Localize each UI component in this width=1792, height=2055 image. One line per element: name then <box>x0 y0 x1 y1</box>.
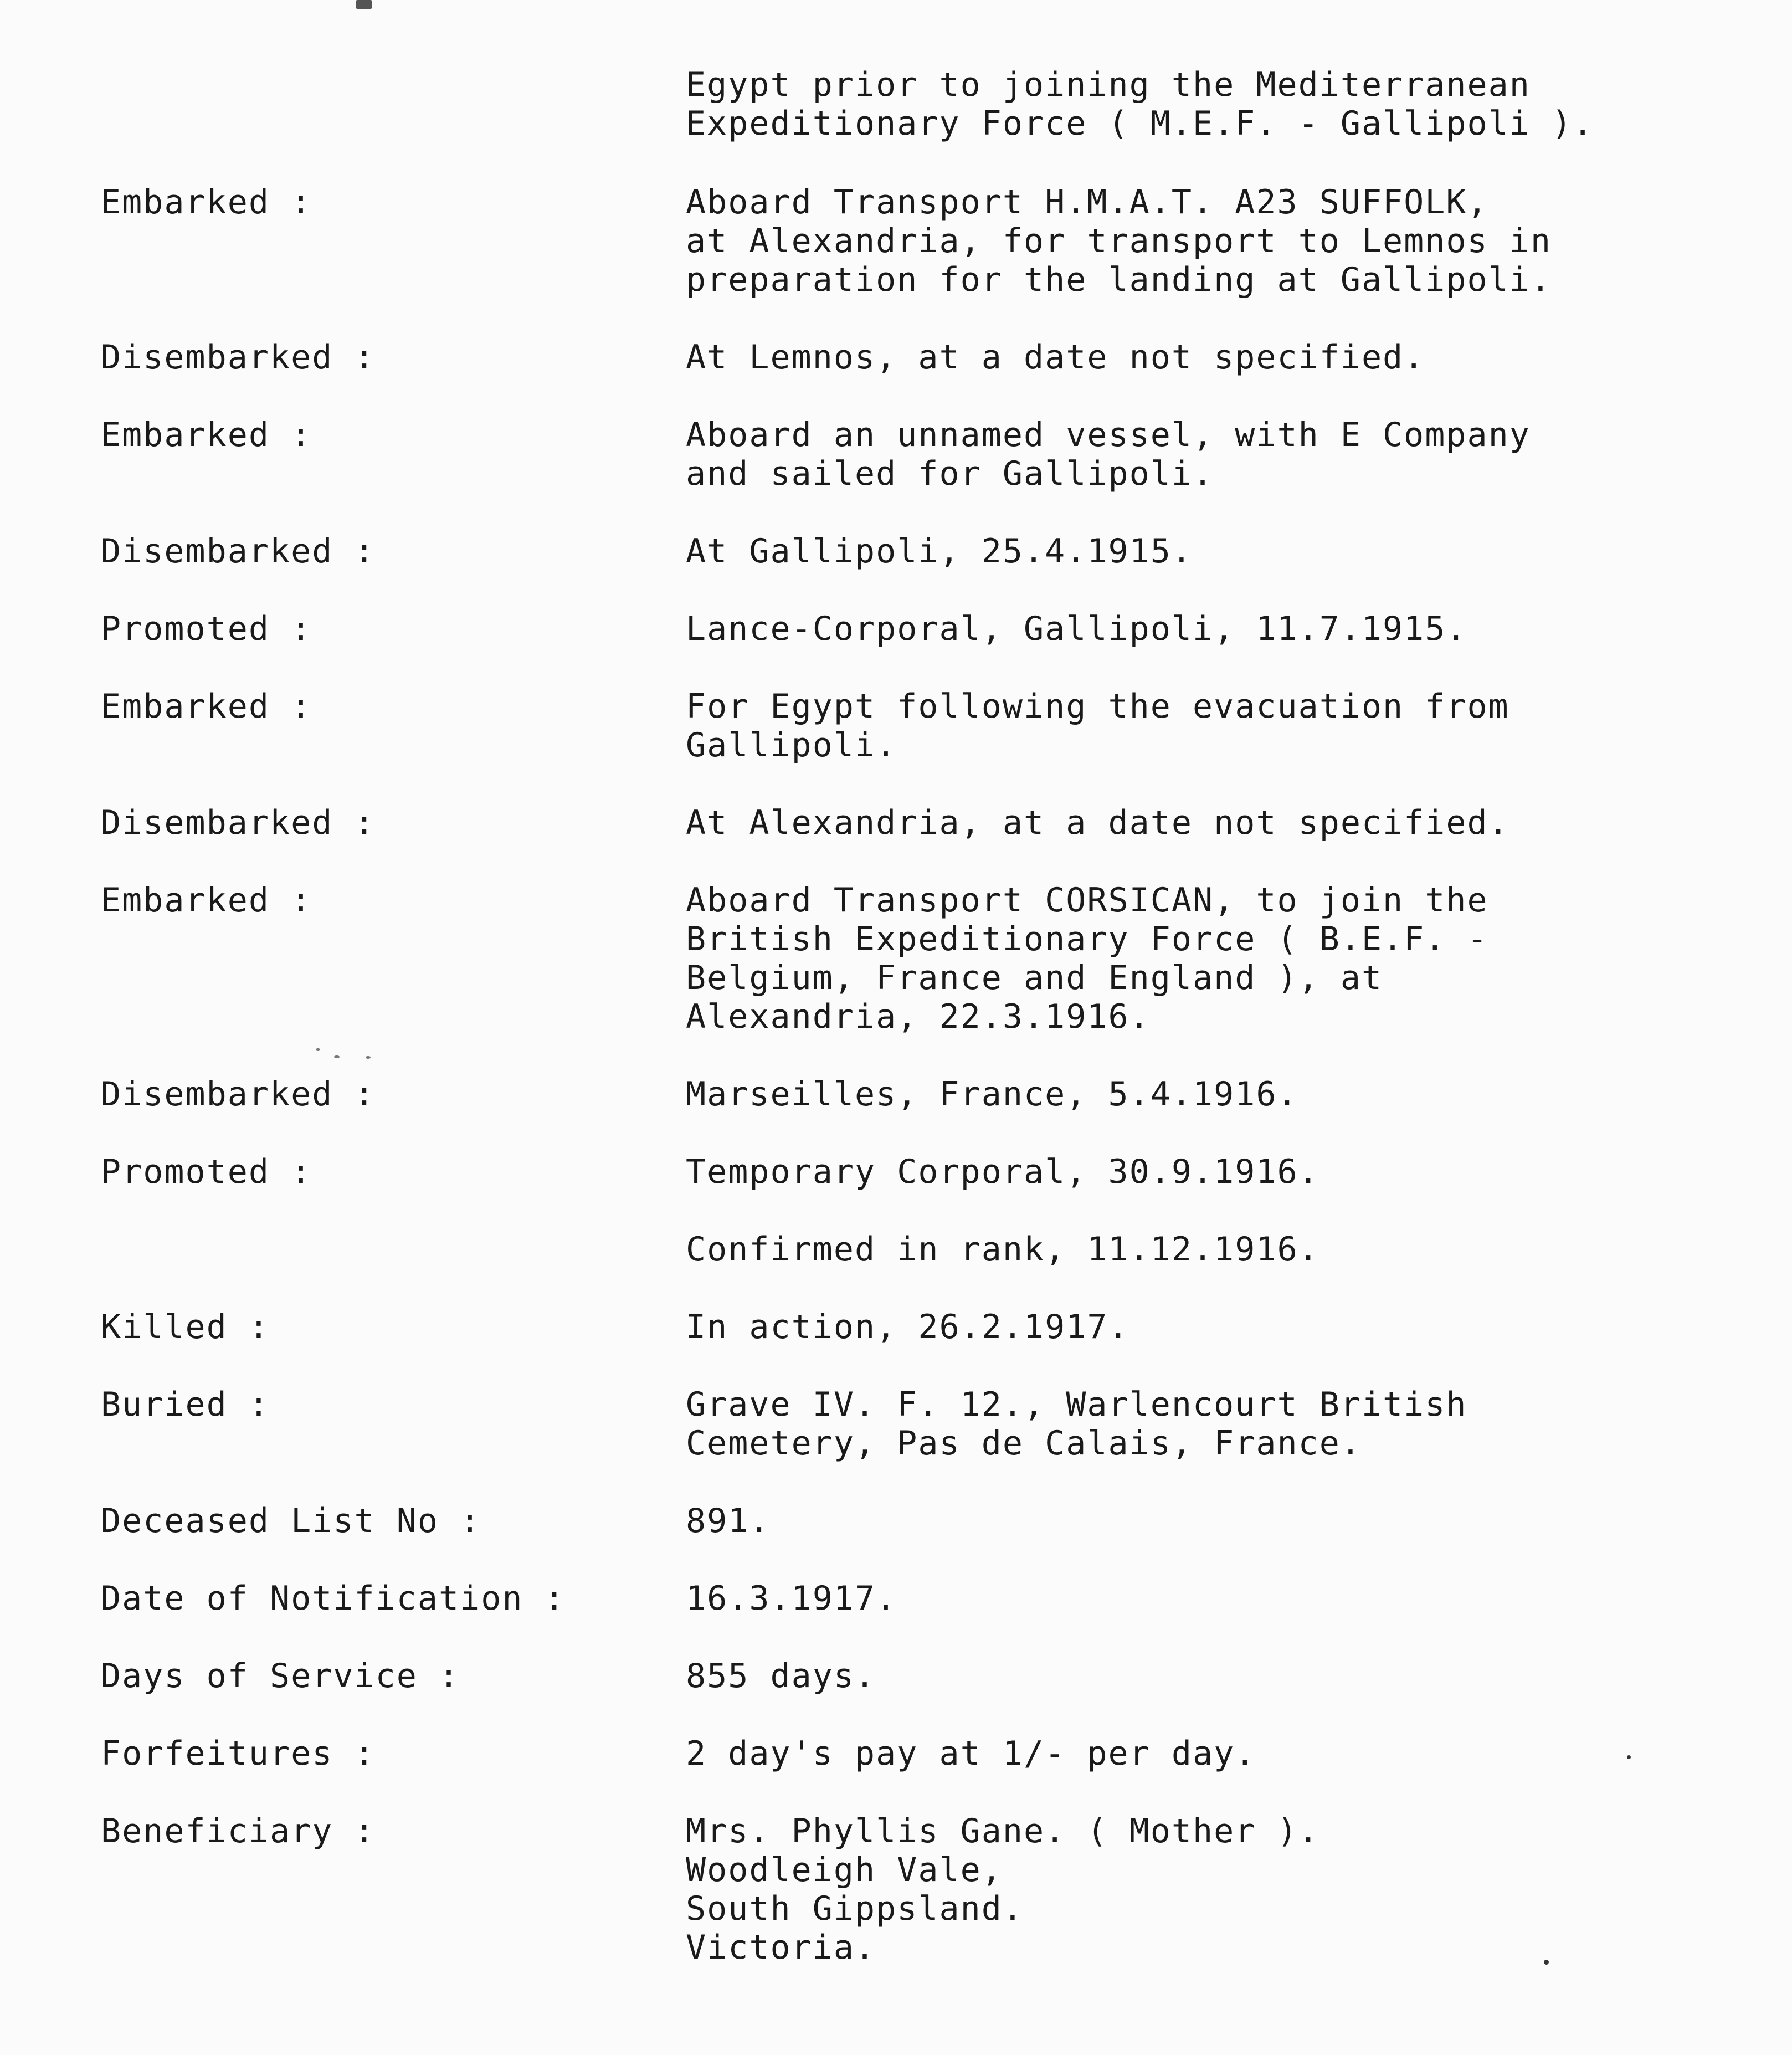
entry-label: Embarked : <box>101 183 312 222</box>
entry-value: Lance-Corporal, Gallipoli, 11.7.1915. <box>686 609 1467 648</box>
scan-speck <box>316 1048 320 1051</box>
entry-value: At Alexandria, at a date not specified. <box>686 803 1509 842</box>
entry-value: Confirmed in rank, 11.12.1916. <box>686 1230 1319 1269</box>
entry-label: Promoted : <box>101 609 312 648</box>
entry-label: Date of Notification : <box>101 1579 566 1618</box>
entry-value: For Egypt following the evacuation from Gallipoli. <box>686 687 1509 765</box>
entry-label: Disembarked : <box>101 532 376 571</box>
entry-label: Beneficiary : <box>101 1812 376 1851</box>
entry-label: Promoted : <box>101 1152 312 1191</box>
entry-value: In action, 26.2.1917. <box>686 1308 1129 1346</box>
entry-label: Disembarked : <box>101 1075 376 1114</box>
entry-label: Days of Service : <box>101 1657 460 1695</box>
scan-speck <box>334 1055 340 1058</box>
entry-value: Aboard Transport CORSICAN, to join the British Expeditionary Force ( B.E.F. - Belgium, France and England ), at Alexandria, 22.3.1916. <box>686 881 1488 1036</box>
scan-speck <box>1627 1755 1631 1759</box>
entry-value: 2 day's pay at 1/- per day. <box>686 1734 1256 1773</box>
entry-label: Buried : <box>101 1385 270 1424</box>
entry-value: Mrs. Phyllis Gane. ( Mother ). Woodleigh Vale, South Gippsland. Victoria. <box>686 1812 1319 1967</box>
entry-label: Deceased List No : <box>101 1501 481 1540</box>
entry-value: Aboard Transport H.M.A.T. A23 SUFFOLK, at Alexandria, for transport to Lemnos in preparation for the landing at Gallipoli. <box>686 183 1552 299</box>
entry-value: At Lemnos, at a date not specified. <box>686 338 1425 377</box>
entry-value: Marseilles, France, 5.4.1916. <box>686 1075 1298 1114</box>
entry-label: Embarked : <box>101 881 312 920</box>
scan-speck <box>1544 1960 1549 1965</box>
entry-value: 16.3.1917. <box>686 1579 897 1618</box>
entry-label: Embarked : <box>101 416 312 454</box>
entry-label: Disembarked : <box>101 803 376 842</box>
intro-text: Egypt prior to joining the Mediterranean Expeditionary Force ( M.E.F. - Gallipoli ). <box>686 65 1594 143</box>
entry-value: 855 days. <box>686 1657 876 1695</box>
entry-value: Temporary Corporal, 30.9.1916. <box>686 1152 1319 1191</box>
entry-label: Forfeitures : <box>101 1734 376 1773</box>
entry-value: Aboard an unnamed vessel, with E Company and sailed for Gallipoli. <box>686 416 1531 493</box>
entry-value: 891. <box>686 1501 771 1540</box>
entry-value: Grave IV. F. 12., Warlencourt British Cemetery, Pas de Calais, France. <box>686 1385 1467 1463</box>
scan-speck <box>366 1056 371 1059</box>
entry-value: At Gallipoli, 25.4.1915. <box>686 532 1193 571</box>
entry-label: Killed : <box>101 1308 270 1346</box>
scan-speck <box>356 0 372 9</box>
entry-label: Embarked : <box>101 687 312 726</box>
entry-label: Disembarked : <box>101 338 376 377</box>
